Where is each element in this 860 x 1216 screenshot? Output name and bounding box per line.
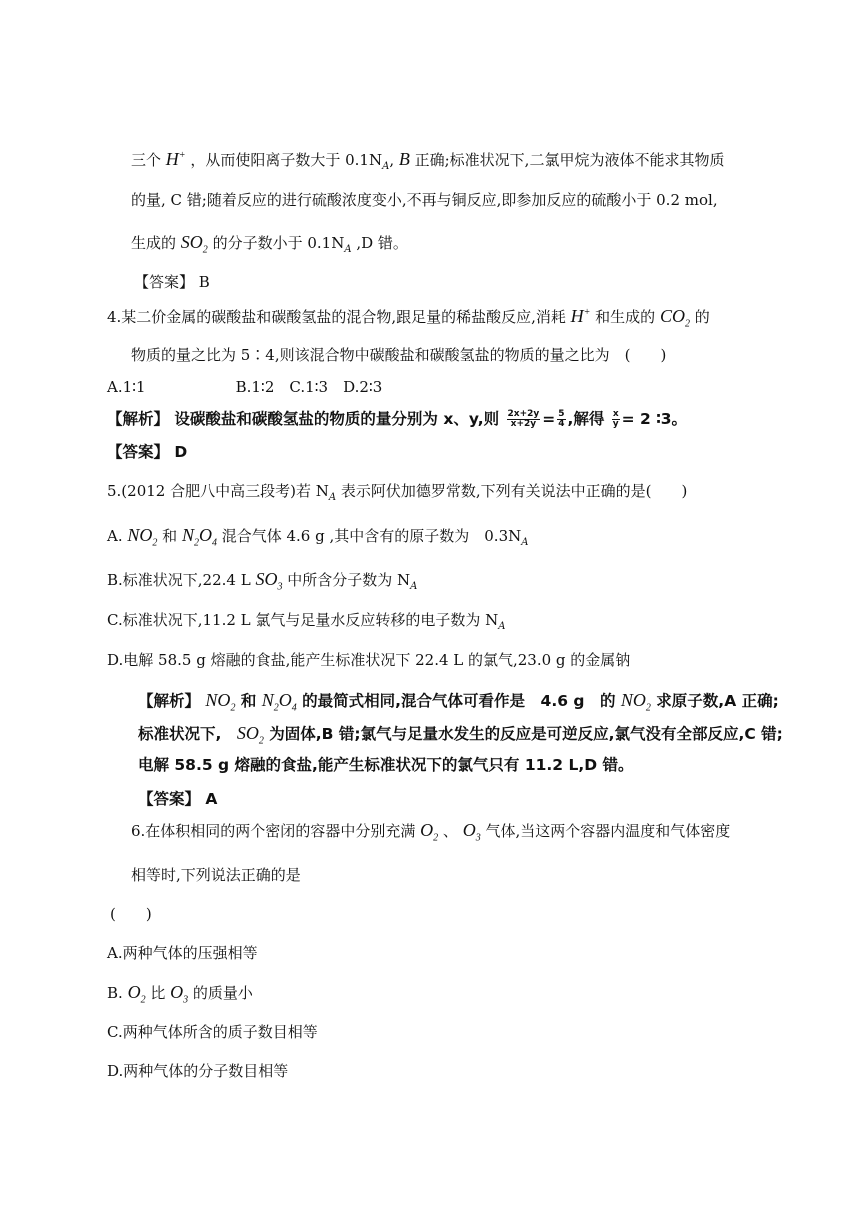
answer-value: B xyxy=(198,273,210,291)
text: 正确;标准状况下,二氯甲烷为液体不能求其物质 xyxy=(409,151,725,169)
q4-answer xyxy=(107,442,187,462)
formula-co2: $CO_2$ xyxy=(659,306,690,330)
text: 三个 xyxy=(131,151,162,169)
q6-option-c: C.两种气体所含的质子数目相等 xyxy=(107,1023,318,1041)
formula-o3: $O_3$ xyxy=(462,820,481,844)
q6-option-b: B. $O_2$ 比 $O_3$ 的质量小 xyxy=(107,982,253,1006)
q6-option-d: D.两种气体的分子数目相等 xyxy=(107,1062,289,1080)
q6-stem-2: 相等时,下列说法正确的是 xyxy=(131,866,301,884)
q6-paren: ( ) xyxy=(110,905,152,923)
formula-n2o4: $N_2O_4$ xyxy=(261,690,297,714)
formula-o2: $O_2$ xyxy=(127,982,146,1006)
formula-no2: $NO_2$ xyxy=(620,690,651,714)
answer-value: A xyxy=(205,790,218,808)
q3-answer xyxy=(134,272,210,292)
formula-h-plus: H+ xyxy=(570,306,591,326)
answer-label: 【答案】 xyxy=(107,443,170,461)
q5-stem: 5.(2012 合肥八中高三段考)若 $N_A$ 表示阿伏加德罗常数,下列有关说法中正确的是( ) xyxy=(107,482,688,503)
analysis-label: 【解析】 xyxy=(138,692,201,710)
text: ，从而使阳离子数大于 0.1N xyxy=(190,151,383,169)
formula-no2: $NO_2$ xyxy=(127,525,158,549)
q4-stem-2: 物质的量之比为 5∶4,则该混合物中碳酸盐和碳酸氢盐的物质的量之比为 ( ) xyxy=(131,346,667,364)
option-letter: B xyxy=(398,149,410,169)
q3-line-1: 三个 H+ ，从而使阳离子数大于 $0.1N_A$, B 正确;标准状况下,二氯甲烷为液体不能求其物质 xyxy=(131,149,725,172)
formula-o3: $O_3$ xyxy=(170,982,189,1006)
formula-h-plus: H+ xyxy=(165,149,186,169)
q5-answer xyxy=(138,789,217,809)
q5-option-a: A. $NO_2$ 和 $N_2O_4$ 混合气体 4.6 g ,其中含有的原子数为 $0.3N_A$ xyxy=(107,525,529,549)
q5-option-d: D.电解 58.5 g 熔融的食盐,能产生标准状况下 22.4 L 的氯气,23.0 g 的金属钠 xyxy=(107,651,631,669)
fraction: $\frac{5}{4}$ xyxy=(558,409,565,429)
q4-options: A.1∶1 B.1∶2 C.1∶3 D.2∶3 xyxy=(107,378,383,396)
fraction: $\frac{x}{y}$ xyxy=(612,409,619,429)
q5-analysis-2: 标准状况下, $SO_2$ 为固体,B 错;氯气与足量水发生的反应是可逆反应,氯气没有全部反应,C 错; xyxy=(138,723,783,747)
q3-line-3: 生成的 $SO_2$ 的分子数小于 $0.1N_A$ ,D 错。 xyxy=(131,232,408,256)
answer-label: 【答案】 xyxy=(138,790,201,808)
formula-no2: $NO_2$ xyxy=(205,690,236,714)
formula-n2o4: $N_2O_4$ xyxy=(181,525,217,549)
answer-value: D xyxy=(174,443,188,461)
q4-analysis: 【解析】 设碳酸盐和碳酸氢盐的物质的量分别为 x、y,则 $\frac{2x+2y}{x+2y}$ = $\frac{5}{4}$ ,解得 $\frac{x}{y}$ = 2 ∶3。 xyxy=(107,409,688,429)
q4-stem-1: 4.某二价金属的碳酸盐和碳酸氢盐的混合物,跟足量的稀盐酸反应,消耗 H+ 和生成的 $CO_2$ 的 xyxy=(107,306,710,330)
q6-option-a: A.两种气体的压强相等 xyxy=(107,944,258,962)
formula-so2: $SO_2$ xyxy=(180,232,208,256)
q5-analysis-3: 电解 58.5 g 熔融的食盐,能产生标准状况下的氯气只有 11.2 L,D 错。 xyxy=(138,756,634,774)
analysis-label: 【解析】 xyxy=(107,410,170,428)
formula-o2: $O_2$ xyxy=(420,820,439,844)
q5-option-c: C.标准状况下,11.2 L 氯气与足量水反应转移的电子数为 $N_A$ xyxy=(107,611,506,632)
fraction: $\frac{2x+2y}{x+2y}$ xyxy=(507,409,540,429)
answer-label: 【答案】 xyxy=(134,273,195,291)
formula-so2: $SO_2$ xyxy=(236,723,264,747)
q5-option-b: B.标准状况下,22.4 L $SO_3$ 中所含分子数为 $N_A$ xyxy=(107,569,418,593)
q5-analysis-1: 【解析】 $NO_2$ 和 $N_2O_4$ 的最简式相同,混合气体可看作是 4.6 g 的 $NO_2$ 求原子数,A 正确; xyxy=(138,690,779,714)
formula-so3: $SO_3$ xyxy=(255,569,283,593)
q6-stem-1: 6.在体积相同的两个密闭的容器中分别充满 $O_2$ 、 $O_3$ 气体,当这两个容器内温度和气体密度 xyxy=(131,820,731,844)
q3-line-2: 的量, C 错;随着反应的进行硫酸浓度变小,不再与铜反应,即参加反应的硫酸小于 0.2 mol, xyxy=(131,191,718,209)
